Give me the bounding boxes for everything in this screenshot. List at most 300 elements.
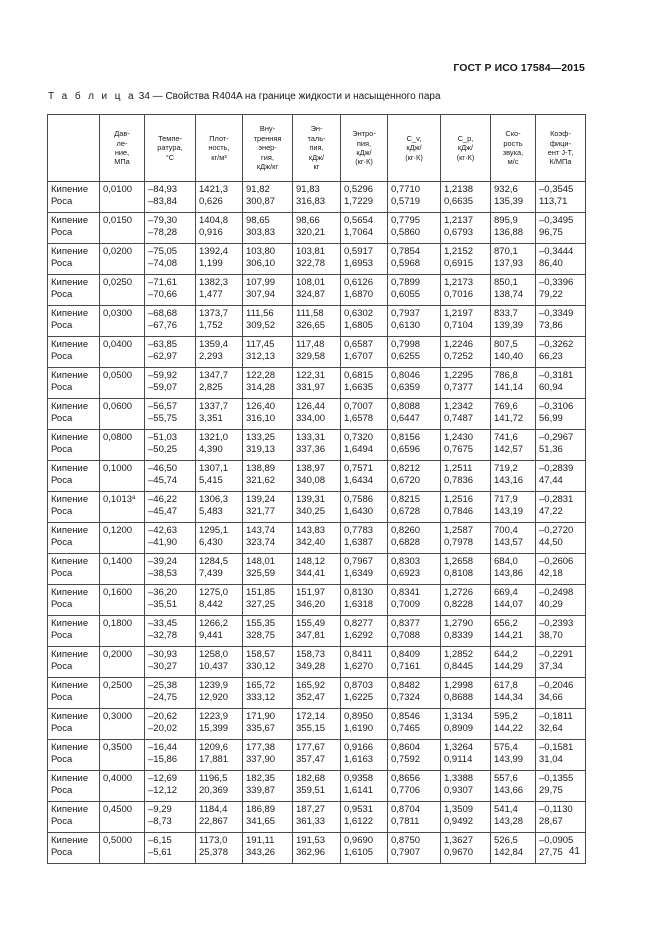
table-row (48, 337, 586, 368)
state-label: Роса (51, 195, 73, 207)
value-cell (441, 709, 491, 740)
boiling-value: –0,2291 (539, 649, 574, 660)
dew-value: 1,6163 (344, 753, 374, 765)
dew-value: –67,76 (148, 319, 178, 331)
value-cell (243, 368, 293, 399)
boiling-value: 165,72 (246, 680, 276, 691)
table-row (48, 213, 586, 244)
dew-value: 355,15 (296, 722, 326, 734)
value-cell (491, 771, 536, 802)
boiling-value: 0,7937 (391, 308, 421, 319)
table-caption (48, 91, 441, 102)
value-cell (196, 182, 243, 213)
dew-value: 1,6870 (344, 288, 374, 300)
dew-value: 143,99 (494, 753, 524, 765)
dew-value: 333,12 (246, 691, 276, 703)
dew-value: 1,6122 (344, 815, 374, 827)
boiling-value: –0,3349 (539, 308, 574, 319)
value-cell (441, 213, 491, 244)
boiling-value: 155,35 (246, 618, 276, 629)
state-label: Кипение (51, 711, 89, 722)
dew-value: 32,64 (539, 722, 563, 734)
dew-value: 144,07 (494, 598, 524, 610)
pressure-cell (100, 492, 145, 523)
value-cell (388, 771, 441, 802)
dew-value: 0,7016 (444, 288, 474, 300)
value-cell (196, 647, 243, 678)
value-cell (441, 492, 491, 523)
boiling-value: 191,11 (246, 835, 275, 846)
value-cell (441, 740, 491, 771)
column-header-line: C_v, (406, 133, 422, 143)
dew-value: 0,6728 (391, 505, 421, 517)
column-header-8 (441, 115, 491, 182)
value-cell (293, 616, 341, 647)
boiling-value: 138,89 (246, 463, 276, 474)
value-cell (145, 523, 196, 554)
dew-value: 0,7811 (391, 815, 420, 827)
value-cell (145, 306, 196, 337)
boiling-value: 1,2998 (444, 680, 474, 691)
boiling-value: –46,50 (148, 463, 178, 474)
boiling-value: 117,45 (246, 339, 275, 350)
value-cell (293, 740, 341, 771)
dew-value: 22,867 (199, 815, 229, 827)
pressure-value: 0,5000 (103, 835, 133, 846)
boiling-value: 103,80 (246, 246, 276, 257)
state-label: Роса (51, 319, 73, 331)
boiling-value: 98,65 (246, 215, 270, 226)
dew-value: –32,78 (148, 629, 178, 641)
boiling-value: –0,3396 (539, 277, 574, 288)
value-cell (145, 771, 196, 802)
boiling-value: 0,7967 (344, 556, 374, 567)
value-cell (243, 554, 293, 585)
pressure-value: 0,3000 (103, 711, 133, 722)
boiling-value: –0,2831 (539, 494, 574, 505)
boiling-value: 108,01 (296, 277, 326, 288)
dew-value: 0,7324 (391, 691, 421, 703)
value-cell (491, 802, 536, 833)
dew-value: 0,916 (199, 226, 223, 238)
value-cell (441, 802, 491, 833)
value-cell (196, 678, 243, 709)
boiling-value: 807,5 (494, 339, 518, 350)
value-cell (196, 213, 243, 244)
dew-value: 1,7229 (344, 195, 374, 207)
value-cell (196, 771, 243, 802)
dew-value: 306,10 (246, 257, 276, 269)
value-cell (145, 492, 196, 523)
state-label: Роса (51, 629, 73, 641)
boiling-value: –25,38 (148, 680, 178, 691)
boiling-value: 1,2658 (444, 556, 474, 567)
column-header-line: ние, (114, 148, 130, 157)
dew-value: 328,75 (246, 629, 276, 641)
value-cell (293, 306, 341, 337)
boiling-value: 1284,5 (199, 556, 229, 567)
dew-value: 326,65 (296, 319, 326, 331)
state-label: Роса (51, 226, 73, 238)
row-state-label (48, 616, 100, 647)
dew-value: 340,08 (296, 474, 326, 486)
dew-value: 144,29 (494, 660, 524, 672)
boiling-value: 0,8546 (391, 711, 421, 722)
value-cell (388, 647, 441, 678)
boiling-value: 155,49 (296, 618, 326, 629)
dew-value: 6,430 (199, 536, 223, 548)
value-cell (145, 368, 196, 399)
boiling-value: 182,68 (296, 773, 326, 784)
value-cell (145, 616, 196, 647)
pressure-cell (100, 740, 145, 771)
state-label: Кипение (51, 804, 89, 815)
boiling-value: 133,31 (296, 432, 326, 443)
value-cell (243, 492, 293, 523)
value-cell (491, 678, 536, 709)
pressure-value: 0,1400 (103, 556, 133, 567)
column-header-line: ратура, (157, 143, 183, 153)
boiling-value: 151,85 (246, 587, 276, 598)
boiling-value: –0,3545 (539, 184, 574, 195)
dew-value: 0,6055 (391, 288, 421, 300)
dew-value: 3,351 (199, 412, 223, 424)
boiling-value: 0,7783 (344, 525, 374, 536)
pressure-value: 0,2000 (103, 649, 133, 660)
pressure-value: 0,4500 (103, 804, 133, 815)
state-label: Кипение (51, 277, 89, 288)
boiling-value: 656,2 (494, 618, 518, 629)
value-cell (536, 647, 586, 678)
pressure-cell (100, 678, 145, 709)
state-label: Кипение (51, 339, 89, 350)
boiling-value: 0,8750 (391, 835, 421, 846)
boiling-value: 1392,4 (199, 246, 229, 257)
boiling-value: –0,0905 (539, 835, 574, 846)
column-header-line: Темпе- (158, 133, 182, 143)
column-header-10 (536, 115, 586, 182)
value-cell (388, 461, 441, 492)
dew-value: 34,66 (539, 691, 563, 703)
boiling-value: 0,8409 (391, 649, 421, 660)
table-row (48, 802, 586, 833)
pressure-cell (100, 616, 145, 647)
pressure-cell (100, 523, 145, 554)
boiling-value: 1,2137 (444, 215, 474, 226)
table-row (48, 182, 586, 213)
pressure-cell (100, 306, 145, 337)
dew-value: 0,8445 (444, 660, 474, 672)
column-header-6 (341, 115, 388, 182)
value-cell (491, 275, 536, 306)
value-cell (196, 337, 243, 368)
value-cell (341, 554, 388, 585)
table-row (48, 833, 586, 864)
boiling-value: –46,22 (148, 494, 178, 505)
boiling-value: 0,8950 (344, 711, 374, 722)
row-state-label (48, 802, 100, 833)
dew-value: –70,66 (148, 288, 178, 300)
column-header-0 (48, 115, 100, 182)
value-cell (536, 275, 586, 306)
table-row (48, 709, 586, 740)
dew-value: 321,62 (246, 474, 276, 486)
table-row (48, 275, 586, 306)
pressure-cell (100, 833, 145, 864)
column-header-4 (243, 115, 293, 182)
value-cell (293, 461, 341, 492)
dew-value: 0,7009 (391, 598, 421, 610)
table-row (48, 771, 586, 802)
boiling-value: 741,6 (494, 432, 518, 443)
boiling-value: 0,8704 (391, 804, 421, 815)
dew-value: 1,6635 (344, 381, 374, 393)
dew-value: –55,75 (148, 412, 178, 424)
state-label: Кипение (51, 370, 89, 381)
dew-value: 40,29 (539, 598, 563, 610)
value-cell (243, 182, 293, 213)
dew-value: 1,199 (199, 257, 223, 269)
column-header-line: тренняя (253, 133, 282, 143)
dew-value: 1,6349 (344, 567, 374, 579)
dew-value: –45,74 (148, 474, 178, 486)
value-cell (536, 554, 586, 585)
dew-value: 0,7846 (444, 505, 474, 517)
value-cell (536, 585, 586, 616)
boiling-value: –0,2498 (539, 587, 574, 598)
value-cell (243, 585, 293, 616)
value-cell (341, 771, 388, 802)
column-header-line: рость (503, 138, 523, 148)
state-label: Кипение (51, 432, 89, 443)
dew-value: 137,93 (494, 257, 524, 269)
boiling-value: 719,2 (494, 463, 518, 474)
state-label: Роса (51, 474, 73, 486)
value-cell (536, 368, 586, 399)
dew-value: 0,9670 (444, 846, 474, 858)
value-cell (196, 523, 243, 554)
value-cell (341, 585, 388, 616)
dew-value: 42,18 (539, 567, 563, 579)
row-state-label (48, 709, 100, 740)
dew-value: 1,6805 (344, 319, 374, 331)
value-cell (491, 585, 536, 616)
table-row (48, 244, 586, 275)
value-cell (293, 678, 341, 709)
column-header-line: кДж/ (457, 143, 474, 153)
dew-value: –50,25 (148, 443, 178, 455)
value-cell (341, 616, 388, 647)
boiling-value: 133,25 (246, 432, 276, 443)
boiling-value: 1,3388 (444, 773, 474, 784)
value-cell (536, 244, 586, 275)
boiling-value: 0,8215 (391, 494, 421, 505)
dew-value: 0,7252 (444, 350, 474, 362)
boiling-value: 0,7998 (391, 339, 421, 350)
value-cell (388, 430, 441, 461)
value-cell (196, 740, 243, 771)
dew-value: 143,57 (494, 536, 524, 548)
boiling-value: 1404,8 (199, 215, 229, 226)
boiling-value: 1173,0 (199, 835, 228, 846)
value-cell (491, 399, 536, 430)
value-cell (491, 182, 536, 213)
boiling-value: 0,7007 (344, 401, 374, 412)
boiling-value: –63,85 (148, 339, 178, 350)
value-cell (536, 740, 586, 771)
value-cell (196, 554, 243, 585)
dew-value: 139,39 (494, 319, 524, 331)
dew-value: 1,6434 (344, 474, 374, 486)
column-header-line: МПа (114, 157, 130, 167)
state-label: Роса (51, 412, 73, 424)
value-cell (196, 461, 243, 492)
dew-value: 325,59 (246, 567, 276, 579)
dew-value: 38,70 (539, 629, 563, 641)
dew-value: 56,99 (539, 412, 563, 424)
value-cell (196, 244, 243, 275)
column-header-9 (491, 115, 536, 182)
table-row (48, 492, 586, 523)
boiling-value: 1223,9 (199, 711, 229, 722)
boiling-value: 0,6302 (344, 308, 374, 319)
value-cell (243, 244, 293, 275)
value-cell (243, 678, 293, 709)
dew-value: 113,71 (539, 195, 568, 207)
boiling-value: 833,7 (494, 308, 518, 319)
dew-value: 7,439 (199, 567, 223, 579)
value-cell (491, 616, 536, 647)
dew-value: 344,41 (296, 567, 326, 579)
value-cell (243, 616, 293, 647)
boiling-value: –0,3444 (539, 246, 574, 257)
dew-value: 321,77 (246, 505, 276, 517)
boiling-value: 1,2138 (444, 184, 474, 195)
pressure-value: 0,0600 (103, 401, 133, 412)
column-header-line: Эн- (310, 124, 323, 134)
row-state-label (48, 244, 100, 275)
value-cell (293, 523, 341, 554)
dew-value: 316,83 (296, 195, 326, 207)
row-state-label (48, 182, 100, 213)
dew-value: 0,8339 (444, 629, 474, 641)
boiling-value: 91,82 (246, 184, 270, 195)
value-cell (388, 740, 441, 771)
table-row (48, 585, 586, 616)
value-cell (243, 647, 293, 678)
dew-value: 12,920 (199, 691, 229, 703)
value-cell (441, 182, 491, 213)
dew-value: –5,61 (148, 846, 172, 858)
row-state-label (48, 337, 100, 368)
value-cell (536, 616, 586, 647)
dew-value: 143,86 (494, 567, 524, 579)
value-cell (293, 182, 341, 213)
value-cell (293, 399, 341, 430)
row-state-label (48, 523, 100, 554)
column-header-line: фици- (549, 138, 572, 148)
boiling-value: 870,1 (494, 246, 518, 257)
value-cell (441, 678, 491, 709)
boiling-value: 1,2152 (444, 246, 474, 257)
value-cell (145, 833, 196, 864)
value-cell (293, 492, 341, 523)
value-cell (293, 647, 341, 678)
boiling-value: 177,38 (246, 742, 276, 753)
boiling-value: 1,2430 (444, 432, 474, 443)
value-cell (441, 647, 491, 678)
state-label: Роса (51, 288, 73, 300)
pressure-cell (100, 461, 145, 492)
pressure-value: 0,0300 (103, 308, 133, 319)
value-cell (243, 337, 293, 368)
column-header-3 (196, 115, 243, 182)
dew-value: 44,50 (539, 536, 563, 548)
dew-value: 322,78 (296, 257, 326, 269)
state-label: Кипение (51, 246, 89, 257)
value-cell (145, 678, 196, 709)
dew-value: 337,90 (246, 753, 276, 765)
boiling-value: –9,29 (148, 804, 172, 815)
dew-value: –8,73 (148, 815, 172, 827)
boiling-value: 177,67 (296, 742, 326, 753)
boiling-value: 617,8 (494, 680, 518, 691)
boiling-value: 1,2246 (444, 339, 474, 350)
value-cell (491, 337, 536, 368)
boiling-value: –36,20 (148, 587, 178, 598)
boiling-value: 1359,4 (199, 339, 229, 350)
value-cell (243, 461, 293, 492)
state-label: Роса (51, 660, 73, 672)
value-cell (145, 399, 196, 430)
boiling-value: 1,2295 (444, 370, 474, 381)
boiling-value: 0,6815 (344, 370, 374, 381)
boiling-value: 1,2511 (444, 463, 473, 474)
value-cell (341, 833, 388, 864)
properties-table (47, 114, 586, 864)
value-cell (491, 554, 536, 585)
value-cell (441, 523, 491, 554)
pressure-value: 0,1600 (103, 587, 133, 598)
value-cell (243, 275, 293, 306)
standard-designation: ГОСТ Р ИСО 17584—2015 (453, 62, 585, 74)
boiling-value: 1,2852 (444, 649, 474, 660)
dew-value: 1,6225 (344, 691, 374, 703)
boiling-value: –75,05 (148, 246, 178, 257)
boiling-value: 126,40 (246, 401, 276, 412)
dew-value: 359,51 (296, 784, 326, 796)
row-state-label (48, 678, 100, 709)
boiling-value: –0,2046 (539, 680, 574, 691)
dew-value: 352,47 (296, 691, 326, 703)
value-cell (491, 368, 536, 399)
dew-value: 0,7088 (391, 629, 421, 641)
boiling-value: 0,7899 (391, 277, 421, 288)
dew-value: 320,21 (296, 226, 326, 238)
dew-value: 0,8909 (444, 722, 474, 734)
pressure-value: 0,1000 (103, 463, 133, 474)
value-cell (293, 430, 341, 461)
column-header-line: Вну- (259, 124, 276, 134)
value-cell (491, 647, 536, 678)
value-cell (293, 213, 341, 244)
value-cell (145, 430, 196, 461)
boiling-value: 557,6 (494, 773, 518, 784)
value-cell (196, 585, 243, 616)
column-header-line: кДж/ (308, 152, 325, 162)
dew-value: 1,6318 (344, 598, 374, 610)
state-label: Роса (51, 257, 73, 269)
